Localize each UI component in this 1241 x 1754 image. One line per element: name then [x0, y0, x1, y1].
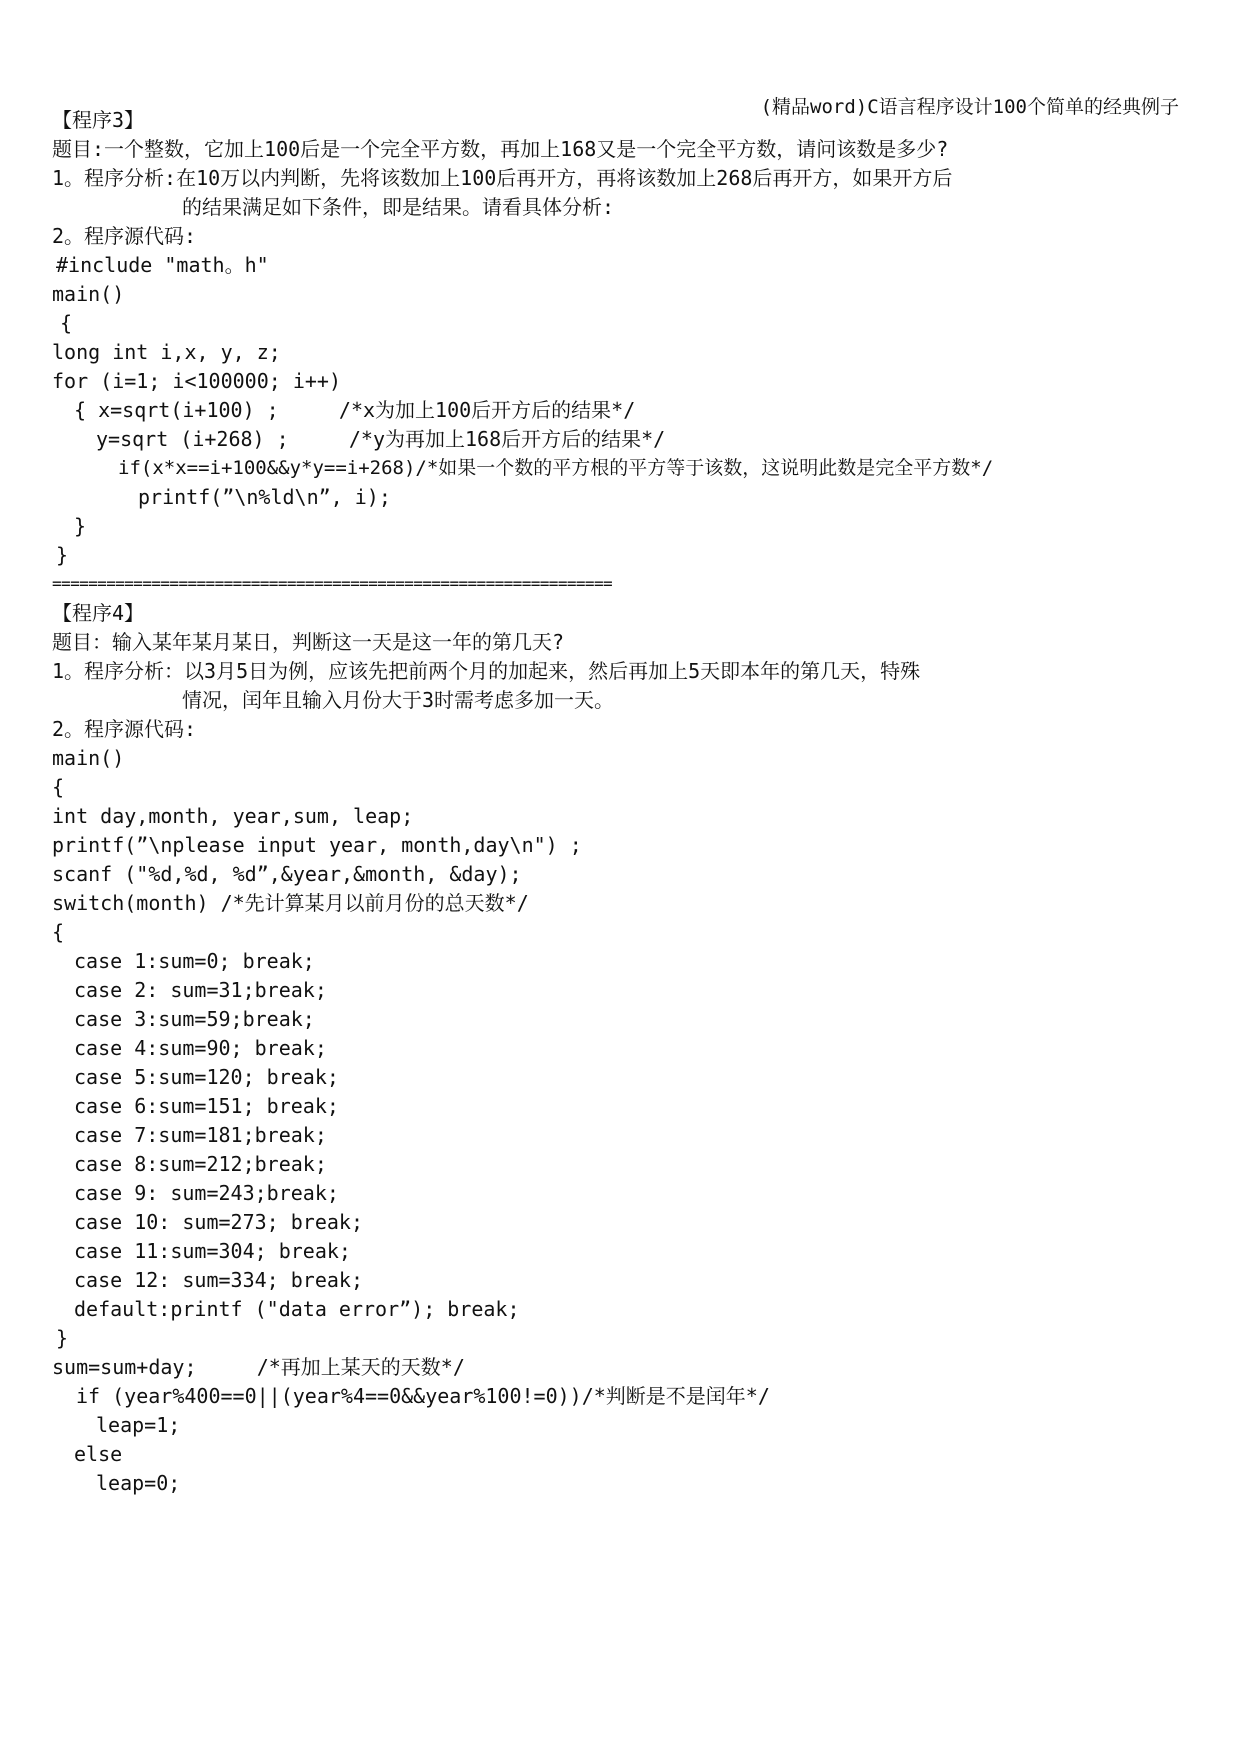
- code-line: case 9: sum=243;break;: [74, 1181, 339, 1205]
- code-line: if (year%400==0||(year%4==0&&year%100!=0))/*判断是不是闰年*/: [76, 1384, 770, 1408]
- code-line: #include "math。h": [56, 253, 269, 277]
- code-line: default:printf ("data error”); break;: [74, 1297, 520, 1321]
- code-line: printf(”\n%ld\n”, i);: [138, 485, 391, 509]
- code-line: case 7:sum=181;break;: [74, 1123, 327, 1147]
- code-line: case 6:sum=151; break;: [74, 1094, 339, 1118]
- code-line: {: [60, 311, 73, 335]
- analysis-text: 1。程序分析：以3月5日为例，应该先把前两个月的加起来，然后再加上5天即本年的第几天，特殊: [52, 659, 921, 683]
- code-line: case 8:sum=212;break;: [74, 1152, 327, 1176]
- code-line: case 5:sum=120; break;: [74, 1065, 339, 1089]
- code-line: if(x*x==i+100&&y*y==i+268)/*如果一个数的平方根的平方等于该数，这说明此数是完全平方数*/: [118, 457, 994, 479]
- code-line: case 12: sum=334; break;: [74, 1268, 363, 1292]
- separator-line: ==============================================================: [52, 574, 613, 593]
- code-line: y=sqrt (i+268) ; /*y为再加上168后开方后的结果*/: [96, 427, 666, 451]
- code-line: {: [52, 775, 65, 799]
- code-line: for (i=1; i<100000; i++): [52, 369, 341, 393]
- code-line: {: [52, 920, 65, 944]
- source-label: 2。程序源代码:: [52, 224, 197, 248]
- section-heading: 【程序3】: [52, 108, 145, 132]
- code-line: }: [74, 514, 87, 538]
- code-line: case 4:sum=90; break;: [74, 1036, 327, 1060]
- code-line: leap=0;: [96, 1471, 181, 1495]
- code-line: case 2: sum=31;break;: [74, 978, 327, 1002]
- code-line: switch(month) /*先计算某月以前月份的总天数*/: [52, 891, 529, 915]
- code-line: }: [56, 1326, 69, 1350]
- code-line: printf(”\nplease input year, month,day\n") ;: [52, 833, 582, 857]
- section-heading: 【程序4】: [52, 601, 145, 625]
- analysis-text: 1。程序分析:在10万以内判断，先将该数加上100后再开方，再将该数加上268后再开方，如果开方后: [52, 166, 953, 190]
- code-line: main(): [52, 282, 125, 306]
- code-line: case 11:sum=304; break;: [74, 1239, 351, 1263]
- code-line: else: [74, 1442, 123, 1466]
- code-line: case 1:sum=0; break;: [74, 949, 315, 973]
- code-line: { x=sqrt(i+100) ; /*x为加上100后开方后的结果*/: [74, 398, 636, 422]
- code-line: scanf ("%d,%d, %d”,&year,&month, &day);: [52, 862, 522, 886]
- code-line: int day,month, year,sum, leap;: [52, 804, 414, 828]
- code-line: long int i,x, y, z;: [52, 340, 281, 364]
- analysis-text-cont: 的结果满足如下条件，即是结果。请看具体分析:: [182, 195, 615, 219]
- problem-statement: 题目：输入某年某月某日，判断这一天是这一年的第几天?: [52, 630, 565, 654]
- code-line: sum=sum+day; /*再加上某天的天数*/: [52, 1355, 465, 1379]
- page-header: (精品word)C语言程序设计100个简单的经典例子: [760, 96, 1179, 118]
- code-line: case 10: sum=273; break;: [74, 1210, 363, 1234]
- code-line: leap=1;: [96, 1413, 181, 1437]
- code-line: case 3:sum=59;break;: [74, 1007, 315, 1031]
- code-line: main(): [52, 746, 125, 770]
- analysis-text-cont: 情况，闰年且输入月份大于3时需考虑多加一天。: [182, 688, 615, 712]
- problem-statement: 题目:一个整数，它加上100后是一个完全平方数，再加上168又是一个完全平方数，请问该数是多少?: [52, 137, 949, 161]
- code-line: }: [56, 543, 69, 567]
- source-label: 2。程序源代码:: [52, 717, 197, 741]
